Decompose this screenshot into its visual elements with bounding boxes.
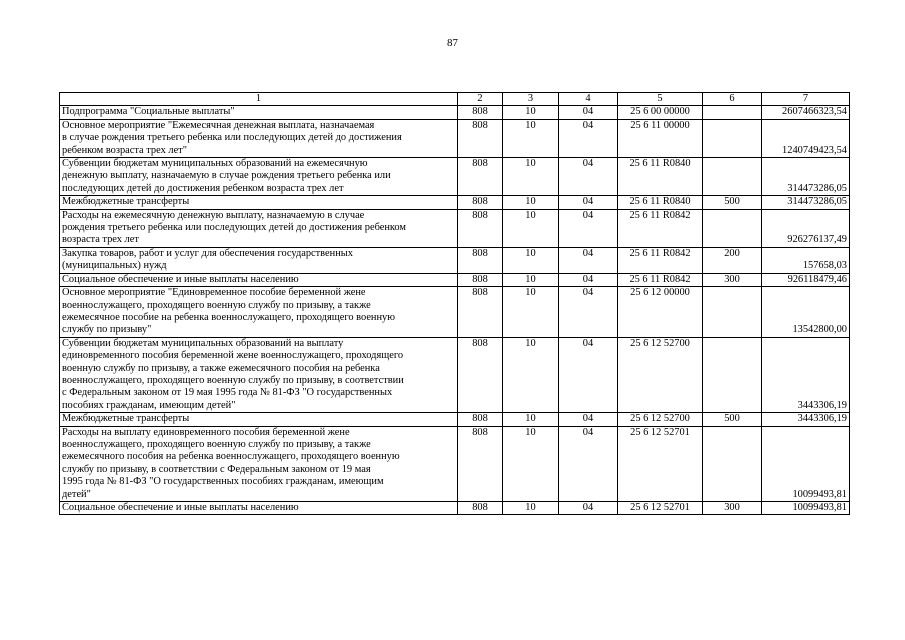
header-row <box>60 93 850 106</box>
row-name <box>60 209 458 247</box>
col-type <box>703 209 762 247</box>
col-target: 25 6 11 R0840 <box>618 196 703 209</box>
row-name-line: Расходы на выплату единовременного пособия беременной жене <box>62 426 350 438</box>
row-name-line: Субвенции бюджетам муниципальных образований на выплату <box>62 337 344 349</box>
header-cell: 7 <box>762 93 850 106</box>
col-subsection: 04 <box>559 247 618 273</box>
col-subsection: 04 <box>559 502 618 515</box>
table-row <box>60 502 850 515</box>
col-target: 25 6 12 52700 <box>618 413 703 426</box>
col-target: 25 6 11 00000 <box>618 119 703 157</box>
table-row <box>60 337 850 412</box>
row-name-line: последующих детей до достижения ребенком возраста трех лет <box>62 182 344 194</box>
col-subsection: 04 <box>559 106 618 119</box>
table-row <box>60 426 850 501</box>
row-name-line: службу по призыву, в соответствии с Федеральным законом от 19 мая <box>62 463 371 475</box>
col-target: 25 6 11 R0840 <box>618 158 703 196</box>
row-name <box>60 287 458 338</box>
col-code: 808 <box>458 196 503 209</box>
row-name-line: военнослужащего, проходящего военную службу по призыву, а также <box>62 438 371 450</box>
col-section: 10 <box>503 158 559 196</box>
col-type: 300 <box>703 502 762 515</box>
row-name-line: рождения третьего ребенка или последующих детей до достижения ребенком <box>62 222 407 234</box>
col-subsection: 04 <box>559 158 618 196</box>
col-amount: 926276137,49 <box>762 209 850 247</box>
header-cell: 4 <box>559 93 618 106</box>
row-name-line: 1995 года № 81-ФЗ "О государственных пособиях гражданам, имеющим <box>62 476 384 488</box>
col-amount: 10099493,81 <box>762 502 850 515</box>
row-name-line: службу по призыву" <box>62 324 152 336</box>
header-cell: 2 <box>458 93 503 106</box>
row-name-line: Социальное обеспечение и иные выплаты населению <box>62 502 299 513</box>
table-row <box>60 287 850 338</box>
col-type: 500 <box>703 413 762 426</box>
col-subsection: 04 <box>559 119 618 157</box>
col-section: 10 <box>503 106 559 119</box>
col-amount: 157658,03 <box>762 247 850 273</box>
row-name-line: Подпрограмма "Социальные выплаты" <box>62 106 235 118</box>
table-body <box>60 93 850 515</box>
col-subsection: 04 <box>559 413 618 426</box>
budget-table <box>59 92 850 515</box>
row-name-line: единовременного пособия беременной жене военнослужащего, проходящего <box>62 350 404 362</box>
row-name <box>60 502 458 515</box>
col-type <box>703 106 762 119</box>
col-type: 500 <box>703 196 762 209</box>
row-name-line: Межбюджетные трансферты <box>62 413 190 425</box>
table-row <box>60 158 850 196</box>
row-name-line: военнослужащего, проходящего военную службу по призыву, а также <box>62 299 371 311</box>
table-row <box>60 196 850 209</box>
row-name-line: Субвенции бюджетам муниципальных образований на ежемесячную <box>62 158 368 170</box>
row-name-line: ежемесячное пособие на ребенка военнослужащего, проходящего военную <box>62 311 396 323</box>
row-name <box>60 413 458 426</box>
col-target: 25 6 12 52701 <box>618 426 703 501</box>
col-code: 808 <box>458 273 503 286</box>
col-subsection: 04 <box>559 287 618 338</box>
row-name <box>60 426 458 501</box>
col-amount: 314473286,05 <box>762 196 850 209</box>
col-section: 10 <box>503 413 559 426</box>
col-type: 300 <box>703 273 762 286</box>
col-amount: 314473286,05 <box>762 158 850 196</box>
col-code: 808 <box>458 287 503 338</box>
col-amount: 10099493,81 <box>762 426 850 501</box>
col-subsection: 04 <box>559 196 618 209</box>
row-name-line: с Федеральным законом от 19 мая 1995 года № 81-ФЗ "О государственных <box>62 387 393 399</box>
col-type <box>703 337 762 412</box>
row-name-line: Расходы на ежемесячную денежную выплату, назначаемую в случае <box>62 209 365 221</box>
col-section: 10 <box>503 287 559 338</box>
col-amount: 3443306,19 <box>762 413 850 426</box>
row-name-line: военнослужащего, проходящего военную службу по призыву, в соответствии <box>62 374 404 386</box>
col-section: 10 <box>503 196 559 209</box>
row-name-line: ежемесячного пособия на ребенка военнослужащего, проходящего военную <box>62 451 400 463</box>
row-name-line: Основное мероприятие "Ежемесячная денежная выплата, назначаемая <box>62 119 375 131</box>
table-row <box>60 119 850 157</box>
col-code: 808 <box>458 426 503 501</box>
col-amount: 2607466323,54 <box>762 106 850 119</box>
table-row <box>60 209 850 247</box>
col-section: 10 <box>503 337 559 412</box>
row-name-line: ребенком возраста трех лет" <box>62 144 187 156</box>
row-name <box>60 196 458 209</box>
col-code: 808 <box>458 119 503 157</box>
row-name-line: Основное мероприятие "Единовременное пособие беременной жене <box>62 287 366 299</box>
col-target: 25 6 11 R0842 <box>618 273 703 286</box>
row-name <box>60 106 458 119</box>
col-code: 808 <box>458 209 503 247</box>
col-section: 10 <box>503 119 559 157</box>
row-name <box>60 158 458 196</box>
row-name-line: детей" <box>62 488 91 500</box>
col-subsection: 04 <box>559 273 618 286</box>
col-section: 10 <box>503 273 559 286</box>
col-code: 808 <box>458 337 503 412</box>
col-target: 25 6 12 00000 <box>618 287 703 338</box>
row-name <box>60 247 458 273</box>
row-name-line: в случае рождения третьего ребенка или последующих детей до достижения <box>62 132 402 144</box>
col-target: 25 6 11 R0842 <box>618 209 703 247</box>
header-cell: 5 <box>618 93 703 106</box>
row-name-line: возраста трех лет <box>62 234 139 246</box>
header-cell: 3 <box>503 93 559 106</box>
col-type <box>703 158 762 196</box>
row-name <box>60 119 458 157</box>
col-section: 10 <box>503 426 559 501</box>
header-cell: 6 <box>703 93 762 106</box>
page-number: 87 <box>447 37 458 49</box>
row-name-line: военную службу по призыву, а также ежемесячного пособия на ребенка <box>62 362 380 374</box>
col-target: 25 6 12 52700 <box>618 337 703 412</box>
table-row <box>60 413 850 426</box>
header-cell: 1 <box>60 93 458 106</box>
col-section: 10 <box>503 247 559 273</box>
table-row <box>60 273 850 286</box>
col-amount: 926118479,46 <box>762 273 850 286</box>
col-amount: 1240749423,54 <box>762 119 850 157</box>
col-code: 808 <box>458 247 503 273</box>
col-target: 25 6 00 00000 <box>618 106 703 119</box>
col-section: 10 <box>503 209 559 247</box>
col-code: 808 <box>458 158 503 196</box>
row-name-line: пособиях гражданам, имеющим детей" <box>62 399 236 411</box>
col-target: 25 6 11 R0842 <box>618 247 703 273</box>
col-type <box>703 287 762 338</box>
col-subsection: 04 <box>559 209 618 247</box>
table-row <box>60 106 850 119</box>
col-amount: 3443306,19 <box>762 337 850 412</box>
col-type <box>703 426 762 501</box>
col-subsection: 04 <box>559 337 618 412</box>
row-name <box>60 273 458 286</box>
row-name-line: Межбюджетные трансферты <box>62 196 190 208</box>
col-type: 200 <box>703 247 762 273</box>
col-section: 10 <box>503 502 559 515</box>
col-amount: 13542800,00 <box>762 287 850 338</box>
col-code: 808 <box>458 106 503 119</box>
row-name-line: (муниципальных) нужд <box>62 260 167 272</box>
row-name-line: Закупка товаров, работ и услуг для обеспечения государственных <box>62 247 353 259</box>
row-name-line: денежную выплату, назначаемую в случае рождения третьего ребенка или <box>62 170 391 182</box>
col-code: 808 <box>458 502 503 515</box>
col-code: 808 <box>458 413 503 426</box>
col-subsection: 04 <box>559 426 618 501</box>
col-type <box>703 119 762 157</box>
col-target: 25 6 12 52701 <box>618 502 703 515</box>
row-name <box>60 337 458 412</box>
table-row <box>60 247 850 273</box>
row-name-line: Социальное обеспечение и иные выплаты населению <box>62 273 299 285</box>
